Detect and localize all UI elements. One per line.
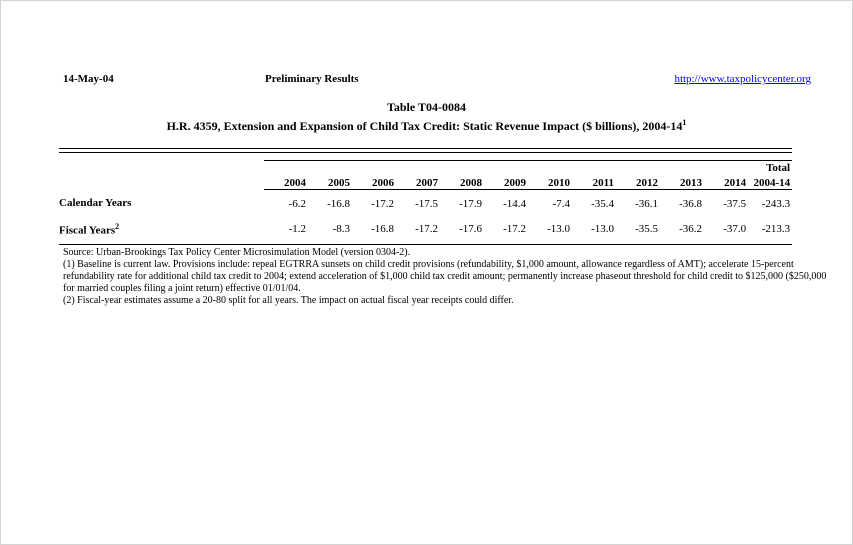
column-header-2014: 2014 bbox=[704, 174, 748, 190]
taxpolicycenter-link[interactable]: http://www.taxpolicycenter.org bbox=[674, 73, 811, 85]
column-overline bbox=[264, 161, 748, 175]
column-header-2007: 2007 bbox=[396, 174, 440, 190]
footnote-source: Source: Urban-Brookings Tax Policy Center Microsimulation Model (version 0304-2). bbox=[63, 247, 411, 258]
page-title-text: H.R. 4359, Extension and Expansion of Child Tax Credit: Static Revenue Impact ($ billions), 2004-14 bbox=[166, 119, 683, 133]
cell-fiscal-2012: -35.5 bbox=[635, 223, 658, 235]
cell-fiscal-2007: -17.2 bbox=[415, 223, 438, 235]
preliminary-results-label: Preliminary Results bbox=[265, 73, 359, 85]
fiscal-years-footnote-ref: 2 bbox=[115, 221, 120, 231]
cell-calendar-2009: -14.4 bbox=[503, 197, 526, 210]
header-spacer-cell bbox=[59, 174, 264, 190]
table-row-fiscal-years bbox=[59, 217, 792, 241]
footnotes-block bbox=[63, 247, 827, 307]
cell-fiscal-2006: -16.8 bbox=[371, 223, 394, 235]
cell-calendar-2011: -35.4 bbox=[591, 197, 614, 210]
column-header-2009: 2009 bbox=[484, 174, 528, 190]
cell-calendar-2004: -6.2 bbox=[288, 197, 306, 210]
cell-fiscal-total: -213.3 bbox=[761, 223, 791, 235]
cell-calendar-2006: -17.2 bbox=[371, 197, 394, 210]
document-date: 14-May-04 bbox=[63, 73, 114, 85]
table-number-title: Table T04-0084 bbox=[386, 100, 467, 114]
footnote-1-line2: refundability rate for additional child tax credit to 2004; extend acceleration of $1,000 child tax credit amount; permanently increase phaseout threshold for child credit to $125,000 ($250,000 bbox=[63, 271, 827, 282]
cell-fiscal-2014: -37.0 bbox=[723, 223, 747, 235]
table-header-total-row bbox=[59, 161, 792, 175]
page-title bbox=[1, 118, 852, 134]
footnote-1-line3: for married couples filing a joint return) effective 01/01/04. bbox=[63, 283, 301, 294]
revenue-table-wrap bbox=[59, 160, 792, 241]
cell-fiscal-2004: -1.2 bbox=[288, 223, 306, 235]
cell-fiscal-2008: -17.6 bbox=[459, 223, 482, 235]
cell-fiscal-2005: -8.3 bbox=[332, 223, 350, 235]
cell-fiscal-2013: -36.2 bbox=[679, 223, 702, 235]
cell-calendar-2005: -16.8 bbox=[327, 197, 350, 210]
cell-calendar-2010: -7.4 bbox=[552, 197, 570, 210]
double-rule-divider bbox=[59, 148, 792, 153]
row-label-calendar-years: Calendar Years bbox=[59, 197, 132, 210]
column-header-2013: 2013 bbox=[660, 174, 704, 190]
cell-fiscal-2009: -17.2 bbox=[503, 223, 526, 235]
column-header-2004: 2004 bbox=[264, 174, 308, 190]
column-header-2011: 2011 bbox=[572, 174, 616, 190]
footnote-1-line1: (1) Baseline is current law. Provisions include: repeal EGTRRA sunsets on child credit provisions (refundability, $1,000 amount, allowance regardless of AMT); accelerate 15-percent bbox=[63, 259, 794, 270]
column-header-2006: 2006 bbox=[352, 174, 396, 190]
revenue-table bbox=[59, 160, 792, 241]
column-header-2010: 2010 bbox=[528, 174, 572, 190]
cell-fiscal-2010: -13.0 bbox=[547, 223, 570, 235]
table-header-years-row bbox=[59, 174, 792, 190]
row-label-fiscal-years: Fiscal Years$^2$ bbox=[59, 221, 120, 237]
column-header-2005: 2005 bbox=[308, 174, 352, 190]
table-row-calendar-years bbox=[59, 190, 792, 218]
header-spacer-cell bbox=[59, 161, 264, 175]
column-header-2008: 2008 bbox=[440, 174, 484, 190]
cell-calendar-2012: -36.1 bbox=[635, 197, 658, 210]
table-bottom-rule bbox=[59, 244, 792, 245]
cell-calendar-2014: -37.5 bbox=[723, 197, 747, 210]
footnote-2: (2) Fiscal-year estimates assume a 20-80 split for all years. The impact on actual fiscal year receipts could differ. bbox=[63, 295, 514, 306]
title-footnote-ref: 1 bbox=[682, 118, 687, 127]
column-header-2012: 2012 bbox=[616, 174, 660, 190]
cell-calendar-2007: -17.5 bbox=[415, 197, 438, 210]
cell-calendar-2008: -17.9 bbox=[459, 197, 482, 210]
cell-calendar-2013: -36.8 bbox=[679, 197, 702, 210]
cell-calendar-total: -243.3 bbox=[761, 197, 791, 210]
cell-fiscal-2011: -13.0 bbox=[591, 223, 614, 235]
total-column-header-line1: Total bbox=[748, 161, 792, 175]
total-column-header-line2: 2004-14 bbox=[748, 174, 792, 190]
